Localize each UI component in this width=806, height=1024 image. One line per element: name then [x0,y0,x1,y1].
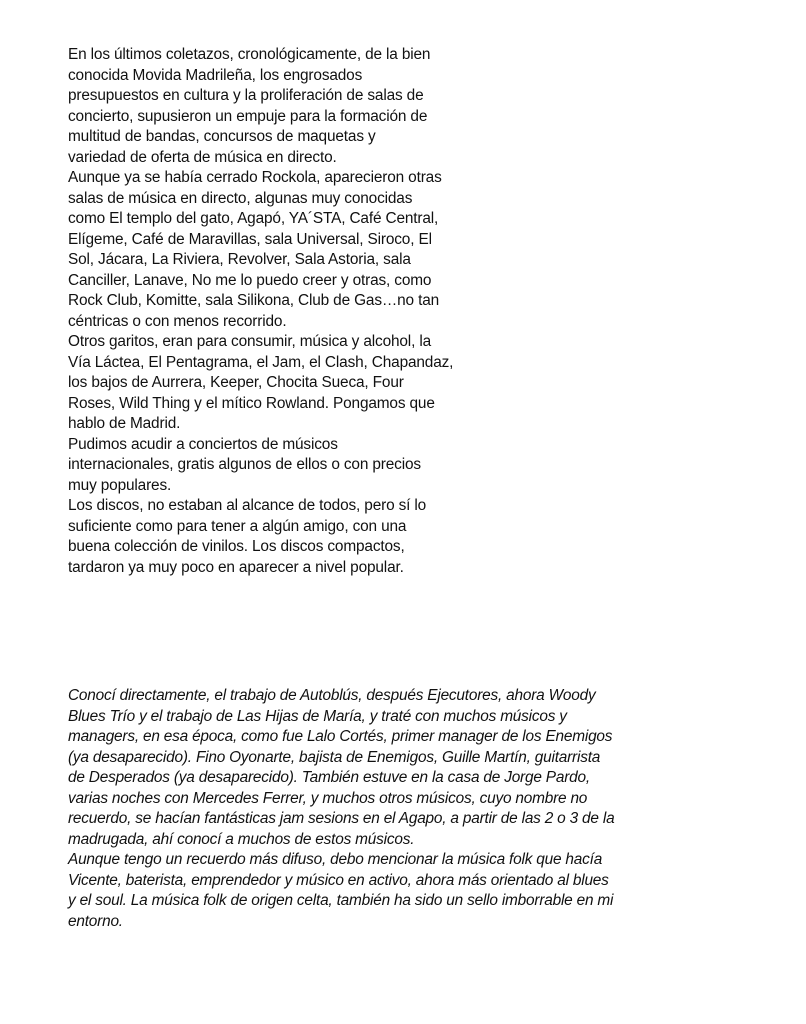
text-line: Los discos, no estaban al alcance de todos, pero sí lo [68,497,427,514]
text-line: los bajos de Aurrera, Keeper, Chocita Sueca, Four [68,374,404,391]
text-line: Rock Club, Komitte, sala Silikona, Club de Gas…no tan [68,292,440,309]
text-line: tardaron ya muy poco en aparecer a nivel popular. [68,558,404,576]
text-line: de Desperados (ya desaparecido). También estuve en la casa de Jorge Pardo, [68,769,590,786]
text-line: madrugada, ahí conocí a muchos de estos músicos. [68,830,415,848]
text-line: Vicente, baterista, emprendedor y músico en activo, ahora más orientado al blues [68,871,609,889]
text-line: managers, en esa época, como fue Lalo Cortés, primer manager de los Enemigos [68,728,613,745]
text-line: presupuestos en cultura y la proliferación de salas de [68,87,424,104]
text-line: Vía Láctea, El Pentagrama, el Jam, el Clash, Chapandaz, [68,353,454,371]
text-line: salas de música en directo, algunas muy conocidas [68,189,413,207]
text-line: Sol, Jácara, La Riviera, Revolver, Sala Astoria, sala [68,251,411,268]
text-line: Elígeme, Café de Maravillas, sala Universal, Siroco, El [68,230,432,248]
text-line: suficiente como para tener a algún amigo, con una [68,517,407,535]
text-line: céntricas o con menos recorrido. [68,312,287,330]
text-line: Blues Trío y el trabajo de Las Hijas de María, y traté con muchos músicos y [68,707,567,725]
text-line: Aunque tengo un recuerdo más difuso, debo mencionar la música folk que hacía [68,851,603,868]
text-line: recuerdo, se hacían fantásticas jam sesions en el Agapo, a partir de las 2 o 3 de la [68,810,615,827]
text-line: Otros garitos, eran para consumir, música y alcohol, la [68,333,431,350]
text-line: buena colección de vinilos. Los discos compactos, [68,538,405,555]
text-line: entorno. [68,912,123,930]
text-line: multitud de bandas, concursos de maquetas y [68,128,376,145]
text-line: Aunque ya se había cerrado Rockola, aparecieron otras [68,169,442,186]
text-line: En los últimos coletazos, cronológicamente, de la bien [68,46,431,63]
text-line: varias noches con Mercedes Ferrer, y muchos otros músicos, cuyo nombre no [68,789,588,807]
text-line: Pudimos acudir a conciertos de músicos [68,435,338,453]
text-line: conocida Movida Madrileña, los engrosados [68,66,363,84]
text-line: Canciller, Lanave, No me lo puedo creer y otras, como [68,271,432,289]
text-line: como El templo del gato, Agapó, YA´STA, Café Central, [68,210,439,227]
text-line: (ya desaparecido). Fino Oyonarte, bajista de Enemigos, Guille Martín, guitarrista [68,748,601,766]
text-line: muy populares. [68,476,172,494]
text-line: Conocí directamente, el trabajo de Autoblús, después Ejecutores, ahora Woody [68,687,596,704]
text-line: hablo de Madrid. [68,415,181,432]
text-line: y el soul. La música folk de origen celta, también ha sido un sello imborrable en mi [68,892,614,909]
text-line: variedad de oferta de música en directo. [68,148,337,166]
text-line: internacionales, gratis algunos de ellos o con precios [68,456,421,473]
text-line: concierto, supusieron un empuje para la formación de [68,107,428,125]
upright-text-block [68,45,453,578]
italic-text-block [68,686,614,932]
text-line: Roses, Wild Thing y el mítico Rowland. Pongamos que [68,394,435,412]
